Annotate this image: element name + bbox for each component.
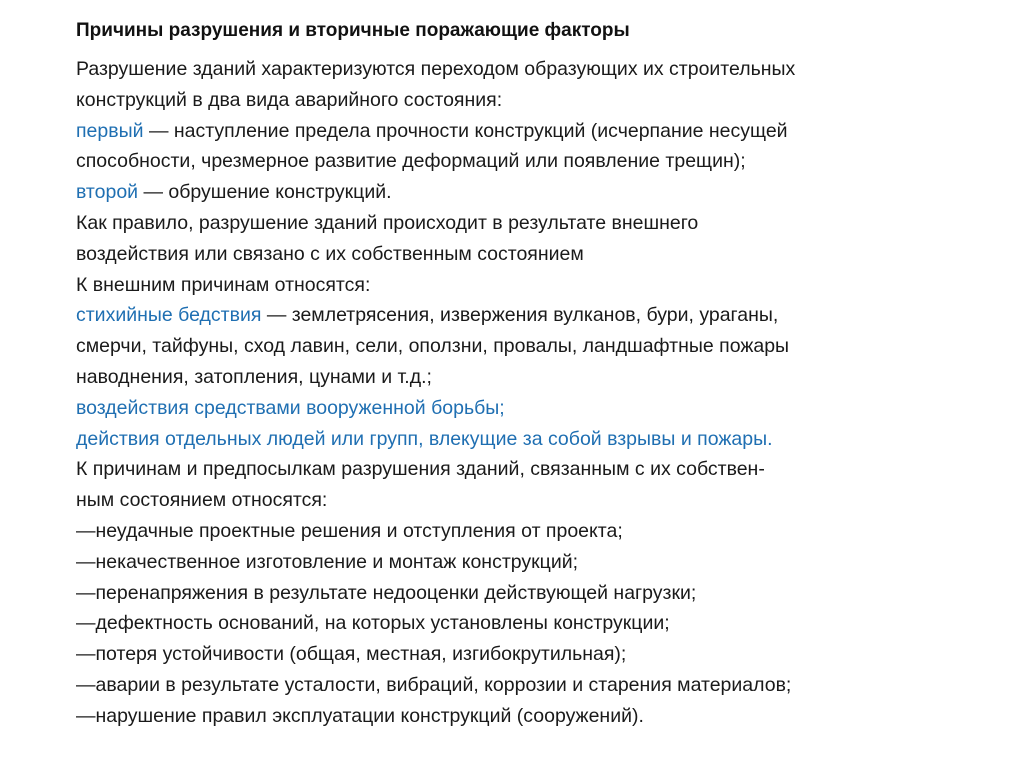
- text-line: [76, 85, 964, 116]
- text-segment: — землетрясения, извержения вулканов, бури, ураганы,: [261, 304, 779, 327]
- text-line: [76, 639, 964, 670]
- text-line: [76, 454, 964, 485]
- text-line: [76, 54, 964, 85]
- text-line: [76, 239, 964, 270]
- highlighted-text: стихийные бедствия: [76, 304, 262, 327]
- text-line: [76, 608, 964, 639]
- text-line: [76, 485, 964, 516]
- slide-body: [76, 54, 964, 732]
- text-line: [76, 393, 964, 424]
- highlighted-text: второй: [76, 181, 139, 204]
- text-line: [76, 300, 964, 331]
- text-line: [76, 578, 964, 609]
- text-segment: —дефектность оснований, на которых установлены конструкции;: [76, 612, 670, 635]
- text-line: [76, 701, 964, 732]
- text-segment: — наступление предела прочности конструкций (исчерпание несущей: [143, 119, 788, 142]
- text-segment: — обрушение конструкций.: [138, 181, 392, 204]
- text-line: [76, 208, 964, 239]
- text-segment: Разрушение зданий характеризуются переходом образующих их строительных: [76, 58, 796, 80]
- text-segment: смерчи, тайфуны, сход лавин, сели, оползни, провалы, ландшафтные пожары: [76, 335, 790, 358]
- text-segment: —нарушение правил эксплуатации конструкций (сооружений).: [76, 704, 644, 727]
- text-line: [76, 146, 964, 177]
- text-segment: конструкций в два вида аварийного состояния:: [76, 88, 503, 111]
- text-line: [76, 547, 964, 578]
- text-line: [76, 362, 964, 393]
- text-segment: способности, чрезмерное развитие деформаций или появление трещин);: [76, 150, 746, 173]
- text-line: [76, 331, 964, 362]
- text-segment: —неудачные проектные решения и отступления от проекта;: [76, 519, 623, 542]
- text-segment: воздействия или связано с их собственным состоянием: [76, 242, 584, 265]
- text-segment: К внешним причинам относятся:: [76, 273, 371, 296]
- text-segment: —аварии в результате усталости, вибраций, коррозии и старения материалов;: [76, 673, 792, 696]
- highlighted-text: действия отдельных людей или групп, влекущие за собой взрывы и пожары.: [76, 427, 773, 450]
- text-segment: Как правило, разрушение зданий происходит в результате внешнего: [76, 211, 699, 234]
- text-line: [76, 516, 964, 547]
- text-segment: ным состоянием относятся:: [76, 489, 328, 512]
- highlighted-text: первый: [76, 119, 144, 142]
- text-line: [76, 424, 964, 455]
- highlighted-text: воздействия средствами вооруженной борьбы;: [76, 396, 505, 419]
- text-line: [76, 116, 964, 147]
- text-segment: —некачественное изготовление и монтаж конструкций;: [76, 550, 579, 573]
- text-segment: —потеря устойчивости (общая, местная, изгибокрутильная);: [76, 643, 627, 666]
- text-line: [76, 270, 964, 301]
- text-line: [76, 177, 964, 208]
- text-segment: К причинам и предпосылкам разрушения зданий, связанным с их собствен-: [76, 458, 765, 481]
- slide-title: Причины разрушения и вторичные поражающие факторы: [76, 20, 630, 41]
- text-segment: наводнения, затопления, цунами и т.д.;: [76, 365, 432, 388]
- text-line: [76, 670, 964, 701]
- text-segment: —перенапряжения в результате недооценки действующей нагрузки;: [76, 581, 697, 604]
